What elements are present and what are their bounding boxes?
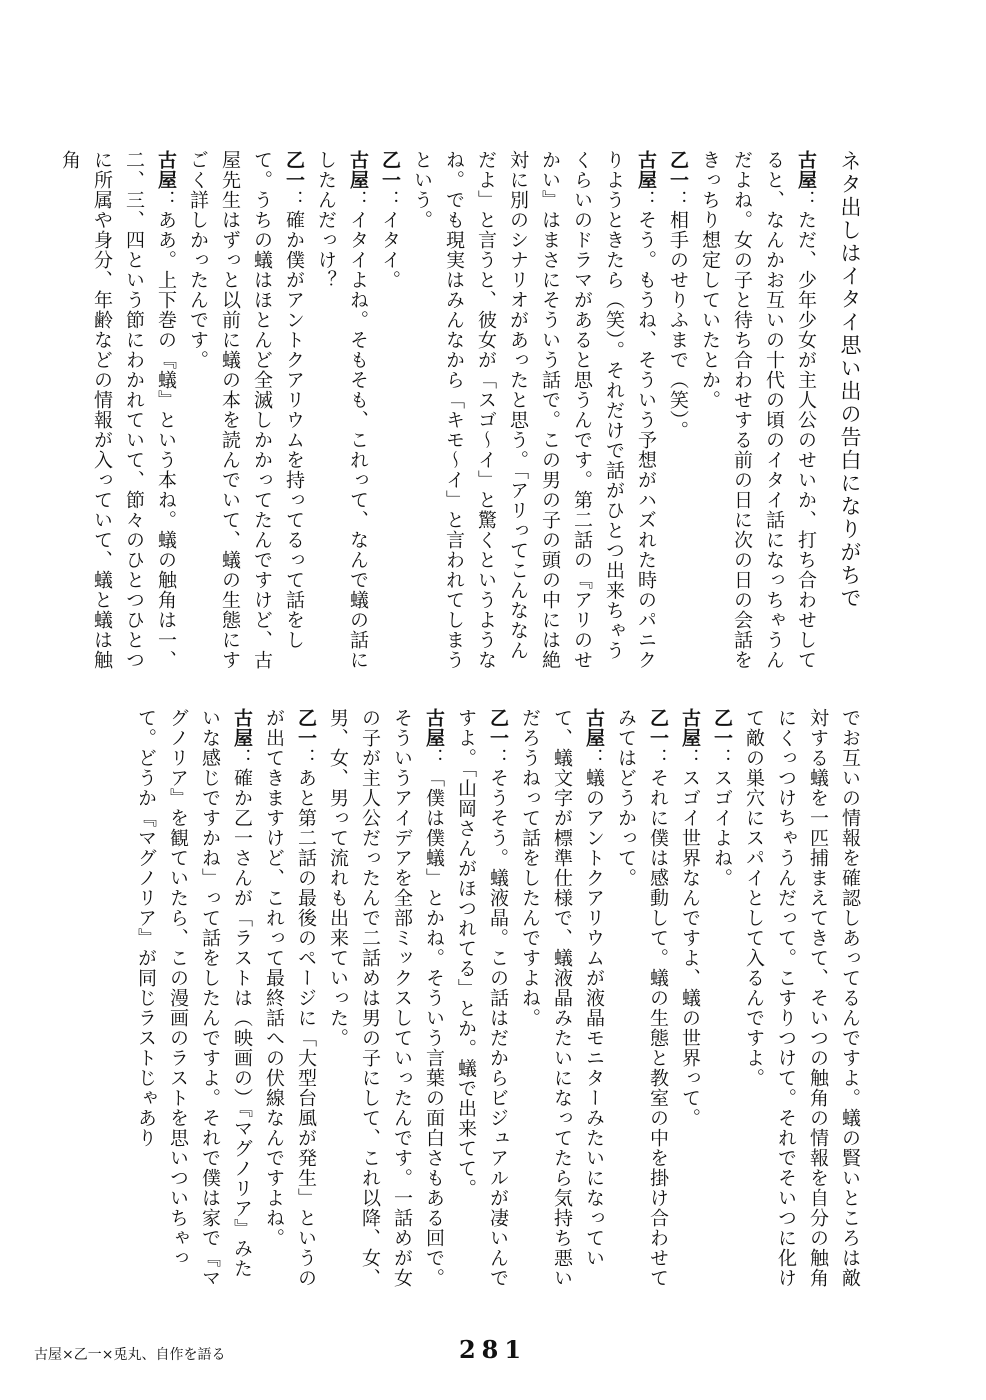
dialogue-line [738, 708, 866, 1288]
speaker-name: 乙一 [295, 708, 317, 748]
speaker-name: 古屋 [795, 150, 817, 190]
dialogue-line [374, 150, 406, 670]
speaker-name: 乙一 [487, 708, 509, 748]
dialogue-text: ：スゴイよね。 [711, 748, 733, 888]
speaker-name: 古屋 [231, 708, 253, 748]
upper-text-block [59, 150, 866, 670]
dialogue-text: ：ただ、少年少女が主人公のせいか、打ち合わせしてると、なんかお互いの十代の頃のイタイ話になっちゃうんだよね。女の子と待ち合わせする前の日に次の日の会話をきっちり想定していたとか。 [699, 150, 817, 670]
dialogue-line [258, 708, 322, 1288]
running-footer: 古屋×乙一×兎丸、自作を語る [34, 1347, 226, 1363]
dialogue-line [310, 150, 374, 670]
speaker-name: 古屋 [679, 708, 701, 748]
dialogue-line [610, 708, 674, 1288]
dialogue-text: ：確か僕がアントクアリウムを持ってるって話をして。うちの蟻はほとんど全滅しかかってたんですけど、古屋先生はずっと以前に蟻の本を読んでいて、蟻の生態にすごく詳しかったんです。 [187, 150, 305, 670]
dialogue-line [406, 150, 662, 670]
dialogue-line [450, 708, 514, 1288]
dialogue-text: ：イタイ。 [379, 190, 401, 290]
lower-text-block [76, 708, 866, 1288]
speaker-name: 古屋 [347, 150, 369, 190]
dialogue-text: ：イタイよね。そもそも、これって、なんで蟻の話にしたんだっけ？ [315, 150, 369, 670]
speaker-name: 古屋 [155, 150, 177, 190]
speaker-name: 乙一 [711, 708, 733, 748]
dialogue-line [694, 150, 822, 670]
speaker-name: 乙一 [379, 150, 401, 190]
dialogue-line [662, 150, 694, 670]
page-number: 281 [458, 1335, 528, 1364]
section-heading: ネタ出しはイタイ思い出の告白になりがちで [838, 150, 862, 610]
dialogue-text: ：あと第二話の最後のページに「大型台風が発生」というのが出てきますけど、これって最終話への伏線なんですよね。 [263, 708, 317, 1288]
dialogue-text: ：スゴイ世界なんですよ、蟻の世界って。 [679, 748, 701, 1128]
dialogue-line [182, 150, 310, 670]
speaker-name: 古屋 [423, 708, 445, 748]
speaker-name: 古屋 [583, 708, 605, 748]
dialogue-text: ：それに僕は感動して。蟻の生態と教室の中を掛け合わせてみてはどうかって。 [615, 708, 669, 1288]
dialogue-text: ：そう。もうね、そういう予想がハズれた時のパニクりようときたら（笑）。それだけで話がひとつ出来ちゃうくらいのドラマがあると思うんです。第二話の『アリのせかい』はまさにそういう話で。この男の子の頭の中には絶対に別のシナリオがあったと思う。「アリってこんななんだよ」と言うと、彼女が「スゴ～イ」と驚くというようなね。でも現実はみんなから「キモ～イ」と言われてしまうという。 [411, 150, 657, 670]
dialogue-line [322, 708, 450, 1288]
dialogue-line [706, 708, 738, 1288]
dialogue-line [674, 708, 706, 1288]
speaker-name: 乙一 [667, 150, 689, 190]
dialogue-line [130, 708, 258, 1288]
dialogue-text: でお互いの情報を確認しあってるんですよ。蟻の賢いところは敵対する蟻を一匹捕まえてきて、そいつの触角の情報を自分の触角にくっつけちゃうんだって。こすりつけて。それでそいつに化けて敵の巣穴にスパイとして入るんですよ。 [743, 708, 861, 1288]
dialogue-text: ：ああ。上下巻の『蟻』という本ね。蟻の触角は一、二、三、四という節にわかれていて、節々のひとつひとつに所属や身分、年齢などの情報が入っていて、蟻と蟻は触角 [59, 150, 177, 670]
speaker-name: 乙一 [647, 708, 669, 748]
speaker-name: 乙一 [283, 150, 305, 190]
dialogue-text: ：蟻のアントクアリウムが液晶モニターみたいになっていて、蟻文字が標準仕様で、蟻液晶みたいになってたら気持ち悪いだろうねって話をしたんですよね。 [519, 708, 605, 1288]
dialogue-text: ：そうそう。蟻液晶。この話はだからビジュアルが凄いんですよ。「山岡さんがほつれてる」とか。蟻で出来てて。 [455, 708, 509, 1288]
dialogue-line [54, 150, 182, 670]
dialogue-text: ：「僕は僕蟻」とかね。そういう言葉の面白さもある回で。そういうアイデアを全部ミックスしていったんです。一話めが女の子が主人公だったんで二話めは男の子にして、これ以降、女、男、女、男って流れも出来ていった。 [327, 708, 445, 1288]
speaker-name: 古屋 [635, 150, 657, 190]
dialogue-line [514, 708, 610, 1288]
dialogue-text: ：相手のせりふまで（笑）。 [667, 190, 689, 441]
dialogue-text: ：確か乙一さんが「ラストは（映画の）『マグノリア』みたいな感じですかね」って話をしたんですよ。それで僕は家で『マグノリア』を観ていたら、この漫画のラストを思いついちゃって。どうか『マグノリア』が同じラストじゃあり [135, 708, 253, 1288]
